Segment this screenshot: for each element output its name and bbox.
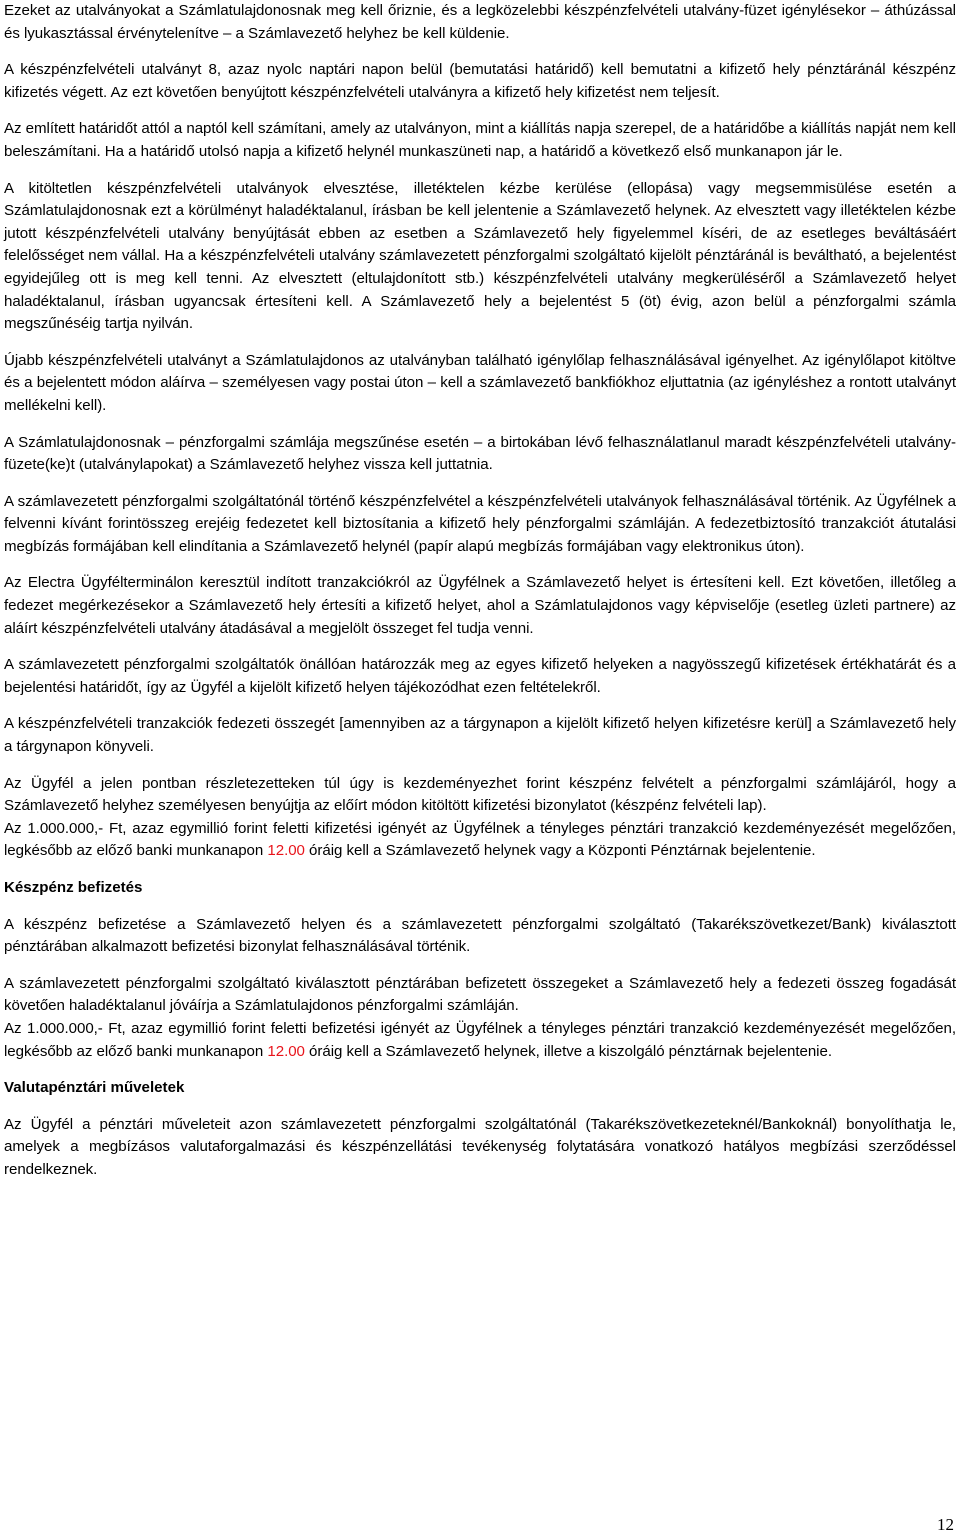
heading-cash-deposit: Készpénz befizetés xyxy=(4,879,143,896)
withdrawal-deadline-time: 12.00 xyxy=(267,842,305,860)
heading-currency-operations: Valutapénztári műveletek xyxy=(4,1079,185,1097)
paragraph-voucher-retention: Ezeket az utalványokat a Számlatulajdonosnak meg kell őriznie, és a legközelebbi készpénzfelvételi utalvány-füzet igénylésekor – áthúzással és lyukasztással érvénytelenítve – a Számlavezető helyhez be kell küldenie. xyxy=(4,2,956,42)
paragraph-presentation-deadline xyxy=(4,59,956,104)
paragraph-large-payout-limits: A számlavezetett pénzforgalmi szolgáltatók önállóan határozzák meg az egyes kifizető helyeken a nagyösszegű kifizetések értékhatárát és a bejelentési határidőt, így az Ügyfél a kijelölt kifizető helyen tájékozódhat ezen feltételekről. xyxy=(4,656,956,696)
paragraph-deadline-calculation: Az említett határidőt attól a naptól kell számítani, amely az utalványon, mint a kiállítás napja szerepel, de a határidőbe a kiállítás napját nem kell beleszámítani. Ha a határidő utolsó napja a kifizető helynél munkaszüneti nap, a határidő a következő első munkanapon jár le. xyxy=(4,120,956,160)
deposit-notice-text: Az 1.000.000,- Ft, azaz egymillió forint feletti befizetési igényét az Ügyfélnek a tényleges pénztári tranzakció kezdeményezését megelőzően, legkésőbb az előző banki munkanapon xyxy=(4,1019,956,1060)
deposit-notice-end: óráig kell a Számlavezető helynek, illetve a kiszolgáló pénztárnak bejelentenie. xyxy=(304,1042,832,1060)
document-page xyxy=(4,0,956,1196)
withdrawal-notice-end: óráig kell a Számlavezető helynek vagy a Központi Pénztárnak bejelentenie. xyxy=(304,842,816,860)
paragraph-currency-operations: Az Ügyfél a pénztári műveleteit azon számlavezetett pénzforgalmi szolgáltatónál (Takarékszövetkezeteknél/Bankoknál) bonyolíthatja le, amelyek a megbízásos valutaforgalmazási és készpénzellátási tevékenység folytatására vonatkozó hatályos megbízási szerződéssel rendelkeznek. xyxy=(4,1115,956,1178)
paragraph-personal-withdrawal: Az Ügyfél a jelen pontban részletezetteken túl úgy is kezdeményezhet forint készpénz felvételt a pénzforgalmi számlájáról, hogy a Számlavezető helyhez személyesen benyújtja az előírt módon kitöltött kifizetési bizonylatot (készpénz felvételi lap). xyxy=(4,774,956,815)
paragraph-lost-vouchers: A kitöltetlen készpénzfelvételi utalványok elvesztése, illetéktelen kézbe kerülése (ellopása) vagy megsemmisülése esetén a Számlatulajdonosnak ezt a körülményt haladéktalanul, írásban be kell jelentenie a Számlavezető helynek. Az elvesztett vagy illetéktelen kézbe jutott készpénzfelvételi utalvány benyújtását ebben az esetben a Számlavezető hely figyelemmel kíséri, de az esetleges beváltásáért felelősséget nem vállal. Ha a készpénzfelvételi utalvány számlavezetett pénzforgalmi szolgáltató kijelölt pénztáránál is beváltható, a bejelentést egyidejűleg ott is meg kell tenni. Az elvesztett (eltulajdonított stb.) készpénzfelvételi utalvány megkerüléséről a Számlavezető helyet haladéktalanul, írásban ugyancsak értesíteni kell. A Számlavezető hely a bejelentést 5 (öt) évig, azon belül a pénzforgalmi számla megszűnéséig tartja nyilván. xyxy=(4,179,956,333)
paragraph-deposit-notice xyxy=(4,1018,956,1063)
paragraph-deposit-method: A készpénz befizetése a Számlavezető helyen és a számlavezetett pénzforgalmi szolgáltató (Takarékszövetkezet/Bank) kiválasztott pénztárában alkalmazott befizetési bizonylat felhasználásával történik. xyxy=(4,915,956,956)
paragraph-account-closure: A Számlatulajdonosnak – pénzforgalmi számlája megszűnése esetén – a birtokában lévő felhasználatlanul maradt készpénzfelvételi utalvány-füzete(ke)t (utalványlapokat) a Számlavezető helyhez vissza kell juttatnia. xyxy=(4,433,956,474)
paragraph-booking: A készpénzfelvételi tranzakciók fedezeti összegét [amennyiben az a tárgynapon a kijelölt kifizető helyen kifizetésre kerül] a Számlavezető hely a tárgynapon könyveli. xyxy=(4,715,956,756)
presentation-deadline-text: A készpénzfelvételi utalványt 8, azaz nyolc naptári napon belül (bemutatási határidő) kell bemutatni a kifizető hely pénztáránál készpénz kifizetés végett. xyxy=(4,61,956,101)
deposit-deadline-time: 12.00 xyxy=(267,1042,305,1060)
paragraph-cash-withdrawal: A számlavezetett pénzforgalmi szolgáltatónál történő készpénzfelvétel a készpénzfelvételi utalványok felhasználásával történik. Az Ügyfélnek a felvenni kívánt forintösszeg erejéig fedezetet kell biztosítania a kifizető hely pénzforgalmi számláján. A fedezetbiztosító tranzakciót átutalási megbízás formájában kell elindítania a Számlavezető helynél (papír alapú megbízás formájában vagy elektronikus úton). xyxy=(4,492,956,555)
paragraph-electra-terminal: Az Electra Ügyfélterminálon keresztül indított tranzakciókról az Ügyfélnek a Számlavezető helyet is értesíteni kell. Ezt követően, illetőleg a fedezet megérkezésekor a Számlavezető hely értesíti a kifizető helyet, ahol a Számlatulajdonos vagy képviselője (esetleg üzleti partnere) az aláírt készpénzfelvételi utalvány átadásával a megjelölt összeget fel tudja venni. xyxy=(4,574,956,637)
page-number: 12 xyxy=(937,1515,954,1534)
paragraph-new-voucher-request: Újabb készpénzfelvételi utalványt a Számlatulajdonos az utalványban található igénylőlap felhasználásával igényelhet. Az igénylőlapot kitöltve és a bejelentett módon aláírva – személyesen vagy postai úton – kell a számlavezető bankfiókhoz eljuttatnia (az igényléshez a rontott utalványt mellékelni kell). xyxy=(4,351,956,414)
paragraph-deposit-crediting: A számlavezetett pénzforgalmi szolgáltató kiválasztott pénztárában befizetett összegeket a Számlavezető hely a fedezeti összeg fogadását követően haladéktalanul jóváírja a Számlatulajdonos pénzforgalmi számláján. xyxy=(4,974,956,1015)
late-submission-text: Az ezt követően benyújtott készpénzfelvételi utalványra a kifizető hely kifizetést nem teljesít. xyxy=(110,83,720,101)
withdrawal-notice-text: Az 1.000.000,- Ft, azaz egymillió forint feletti kifizetési igényét az Ügyfélnek a tényleges pénztári tranzakció kezdeményezését megelőzően, legkésőbb az előző banki munkanapon xyxy=(4,819,956,860)
paragraph-withdrawal-notice xyxy=(4,818,956,863)
